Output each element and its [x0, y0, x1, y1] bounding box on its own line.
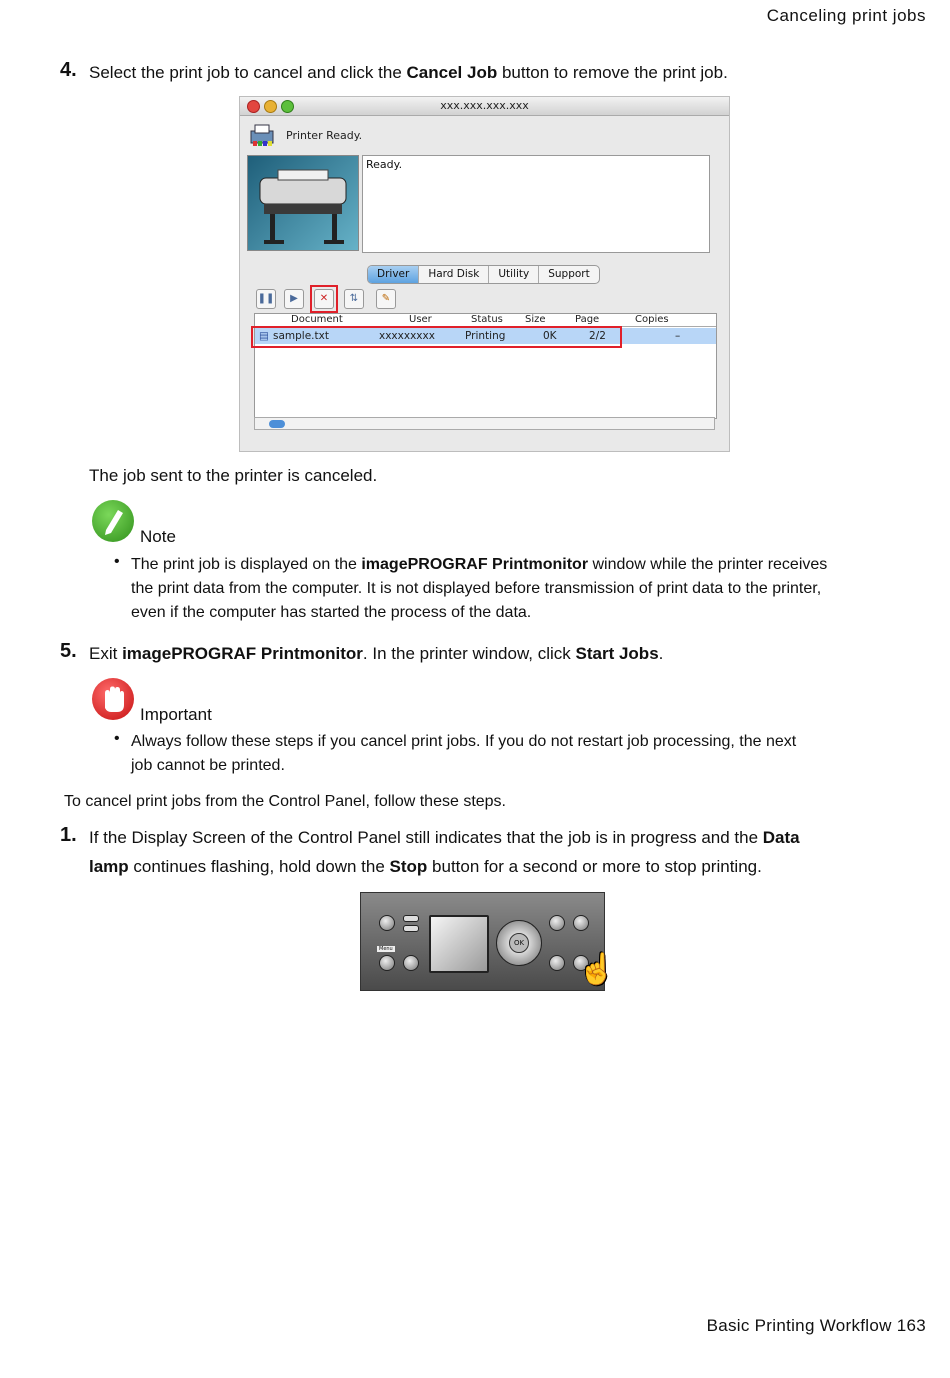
- cell-status: Printing: [465, 330, 506, 342]
- tab-support[interactable]: Support: [548, 268, 590, 280]
- status-message: Ready.: [366, 158, 403, 171]
- step-4-text: Select the print job to cancel and click the Cancel Job button to remove the print job.: [89, 63, 728, 82]
- pause-icon: ❚❚: [257, 293, 275, 304]
- pointing-hand-icon: ☝: [578, 953, 616, 986]
- printer-status-icon: [249, 123, 275, 147]
- job-table: [254, 313, 717, 419]
- control-panel-intro: To cancel print jobs from the Control Panel, follow these steps.: [64, 793, 506, 810]
- printer-image: [247, 155, 359, 251]
- column-header-status[interactable]: Status: [471, 314, 503, 325]
- column-header-user[interactable]: User: [409, 314, 432, 325]
- printer-status-text: Printer Ready.: [286, 129, 363, 142]
- running-header: Canceling print jobs: [766, 6, 926, 25]
- result-text: The job sent to the printer is canceled.: [89, 466, 378, 485]
- start-jobs-icon: ✎: [381, 293, 391, 304]
- cancel-job-icon: ✕: [319, 293, 329, 304]
- step-5-text: Exit imagePROGRAF Printmonitor. In the printer window, click Start Jobs.: [89, 644, 664, 663]
- move-job-button[interactable]: [344, 289, 364, 309]
- window-titlebar: [240, 97, 729, 116]
- important-bullet: [114, 730, 914, 778]
- tab-utility[interactable]: Utility: [489, 266, 539, 283]
- note-label: Note: [140, 527, 176, 546]
- panel-button: [573, 915, 589, 931]
- panel-button: [403, 955, 419, 971]
- pause-button[interactable]: [256, 289, 276, 309]
- tab-hard-disk[interactable]: Hard Disk: [419, 266, 489, 283]
- status-message-box: [362, 155, 710, 253]
- note-bullet: [114, 553, 914, 625]
- column-header-size[interactable]: Size: [525, 314, 546, 325]
- column-header-copies[interactable]: Copies: [635, 314, 669, 325]
- bullet-dot: •: [114, 730, 120, 747]
- panel-button: [549, 955, 565, 971]
- note-bullet-text: The print job is displayed on the imagePROGRAF Printmonitor window while the printer receives the print data from the computer. It is not displayed before transmission of print data to the printer, even if the computer has started the process of the data.: [131, 556, 828, 621]
- window-title: xxx.xxx.xxx.xxx: [440, 99, 529, 112]
- note-pencil-icon: [92, 500, 134, 542]
- cell-size: 0K: [543, 330, 557, 342]
- panel-button: [379, 955, 395, 971]
- cell-copies: –: [675, 330, 681, 342]
- play-icon: ▶: [290, 293, 298, 304]
- important-bullet-text: Always follow these steps if you cancel print jobs. If you do not restart job processing, the next job cannot be printed.: [131, 733, 797, 774]
- tab-driver[interactable]: Driver: [368, 266, 419, 283]
- printmonitor-window: [239, 96, 730, 452]
- ok-button: OK: [509, 933, 529, 953]
- step-1-text: If the Display Screen of the Control Panel still indicates that the job is in progress and the Data lamp continues flashing, hold down the Stop button for a second or more to stop printing.: [89, 828, 800, 876]
- scroll-thumb[interactable]: [269, 420, 285, 428]
- panel-button: [549, 915, 565, 931]
- tab-bar: [367, 265, 600, 284]
- cell-document: sample.txt: [273, 330, 329, 342]
- step-number: 5.: [60, 640, 77, 662]
- step-number: 4.: [60, 59, 77, 81]
- cell-user: xxxxxxxxx: [379, 330, 435, 342]
- cell-page: 2/2: [589, 330, 606, 342]
- display-screen: [429, 915, 489, 973]
- panel-key: [403, 915, 419, 922]
- important-label: Important: [140, 705, 212, 724]
- control-panel-image: [360, 892, 605, 991]
- highlight-cancel-job: [310, 285, 338, 313]
- page-footer: Basic Printing Workflow 163: [706, 1316, 926, 1335]
- start-jobs-button[interactable]: [376, 289, 396, 309]
- resume-button[interactable]: [284, 289, 304, 309]
- bullet-dot: •: [114, 553, 120, 570]
- important-hand-icon: [92, 678, 134, 720]
- panel-button: [379, 915, 395, 931]
- panel-key: [403, 925, 419, 932]
- move-job-icon: ⇅: [349, 293, 359, 304]
- step-number: 1.: [60, 824, 77, 846]
- document-icon: ▤: [259, 330, 269, 342]
- highlight-job-row: [251, 326, 622, 348]
- horizontal-scrollbar[interactable]: [254, 417, 715, 430]
- menu-label: Menu: [379, 946, 393, 952]
- column-header-document[interactable]: Document: [291, 314, 343, 325]
- column-header-page[interactable]: Page: [575, 314, 600, 325]
